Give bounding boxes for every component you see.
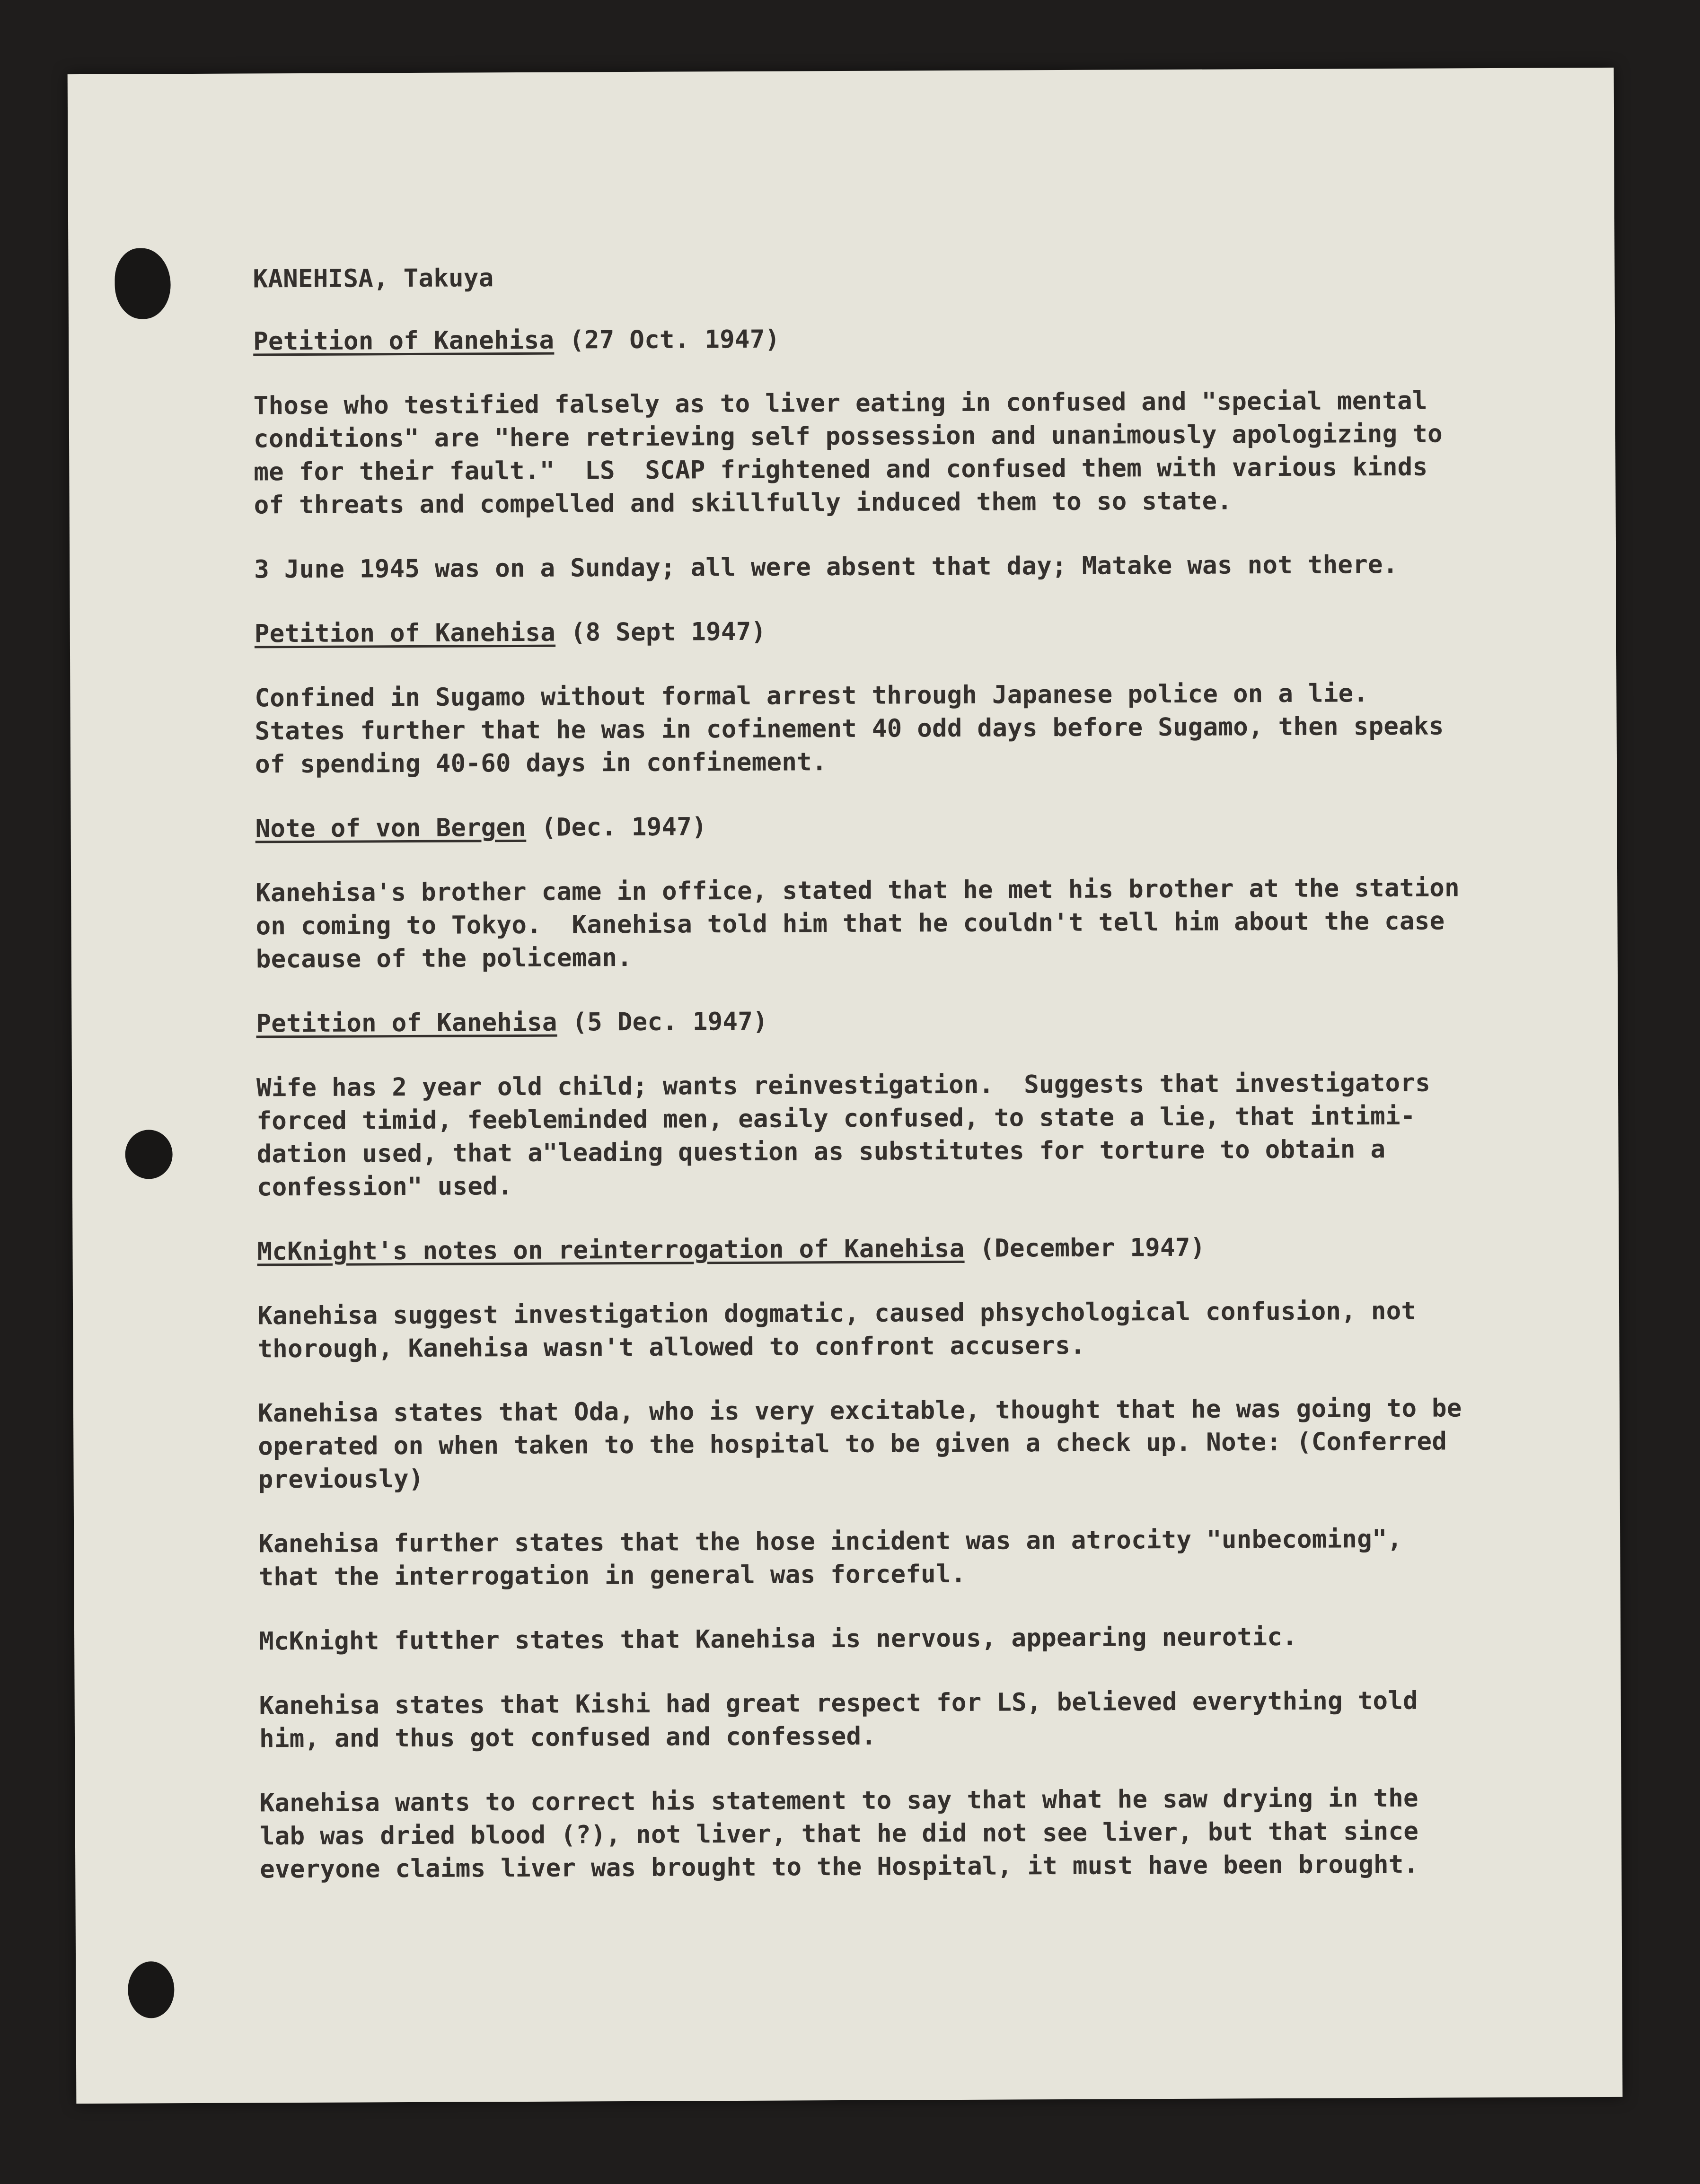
text-line: on coming to Tokyo. Kanehisa told him that he couldn't tell him about the case <box>255 906 1445 941</box>
paragraph <box>259 1781 1608 1886</box>
text-line: Confined in Sugamo without formal arrest through Japanese police on a lie. <box>255 679 1369 713</box>
text-line: me for their fault." LS SCAP frightened and confused them with various kinds <box>254 452 1428 487</box>
section-heading <box>253 319 1602 358</box>
heading-title: Note of von Bergen <box>255 813 527 843</box>
text-line: States further that he was in cofinement 40 odd days before Sugamo, then speaks <box>255 711 1444 746</box>
text-line: of spending 40-60 days in confinement. <box>255 747 827 779</box>
text-line: that the interrogation in general was forceful. <box>258 1559 966 1592</box>
text-line: everyone claims liver was brought to the Hospital, it must have been brought. <box>260 1850 1419 1884</box>
document-page <box>68 68 1623 2104</box>
section-heading <box>255 807 1603 845</box>
paragraph <box>258 1522 1607 1594</box>
heading-date: (5 Dec. 1947) <box>557 1007 768 1037</box>
punch-hole-top <box>115 248 171 319</box>
text-line: confession" used. <box>256 1172 513 1202</box>
text-line: Wife has 2 year old child; wants reinvestigation. Suggests that investigators <box>256 1068 1431 1103</box>
paragraph <box>258 1391 1607 1496</box>
text-line: him, and thus got confused and confessed. <box>259 1721 877 1754</box>
text-line: Kanehisa states that Kishi had great respect for LS, believed everything told <box>259 1686 1418 1720</box>
text-line: dation used, that a"leading question as substitutes for torture to obtain a <box>256 1135 1386 1169</box>
heading-title: Petition of Kanehisa <box>253 325 555 356</box>
section-heading <box>256 1001 1604 1040</box>
text-line: lab was dried blood (?), not liver, that he did not see liver, but that since <box>259 1816 1419 1851</box>
name-line: KANEHISA, Takuya <box>253 263 494 294</box>
heading-date: (Dec. 1947) <box>526 812 707 842</box>
paragraph <box>254 384 1603 522</box>
text-line: McKnight futther states that Kanehisa is nervous, appearing neurotic. <box>258 1622 1297 1656</box>
text-line: Those who testified falsely as to liver eating in confused and "special mental <box>253 386 1427 421</box>
text-line: conditions" are "here retrieving self possession and unanimously apologizing to <box>253 419 1443 454</box>
text-line: forced timid, feebleminded men, easily confused, to state a lie, that intimi- <box>256 1101 1416 1136</box>
section-heading <box>255 612 1603 650</box>
typed-text-body <box>253 257 1608 1886</box>
heading-title: Petition of Kanehisa <box>254 618 556 649</box>
text-line: Kanehisa states that Oda, who is very excitable, thought that he was going to be <box>257 1394 1462 1428</box>
heading-title: McKnight's notes on reinterrogation of Kanehisa <box>257 1234 965 1266</box>
text-line: Kanehisa wants to correct his statement to say that what he saw drying in the <box>259 1783 1418 1818</box>
heading-date: (December 1947) <box>964 1233 1206 1263</box>
text-line: Kanehisa suggest investigation dogmatic, caused phsychological confusion, not <box>257 1296 1417 1331</box>
paragraph <box>259 1684 1608 1755</box>
text-line: of threats and compelled and skillfully induced them to so state. <box>254 486 1233 520</box>
heading-date: (27 Oct. 1947) <box>554 325 780 355</box>
paragraph <box>257 1294 1606 1366</box>
text-line: previously) <box>258 1464 424 1494</box>
heading-date: (8 Sept 1947) <box>555 617 766 647</box>
text-line: operated on when taken to the hospital to be given a check up. Note: (Conferred <box>258 1427 1447 1461</box>
text-line: Kanehisa's brother came in office, stated that he met his brother at the station <box>255 873 1460 908</box>
text-line: 3 June 1945 was on a Sunday; all were absent that day; Matake was not there. <box>254 550 1398 584</box>
paragraph <box>259 1619 1607 1658</box>
paragraph <box>254 547 1603 586</box>
paragraph <box>255 871 1604 976</box>
paragraph <box>256 1066 1605 1204</box>
text-line: Kanehisa further states that the hose incident was an atrocity "unbecoming", <box>258 1524 1402 1559</box>
section-heading <box>257 1229 1605 1268</box>
paragraph <box>255 676 1603 781</box>
punch-hole-bottom <box>128 1961 175 2018</box>
text-line: because of the policeman. <box>255 943 633 974</box>
text-line: thorough, Kanehisa wasn't allowed to confront accusers. <box>257 1331 1085 1364</box>
punch-hole-middle <box>125 1130 172 1179</box>
heading-title: Petition of Kanehisa <box>256 1008 557 1038</box>
